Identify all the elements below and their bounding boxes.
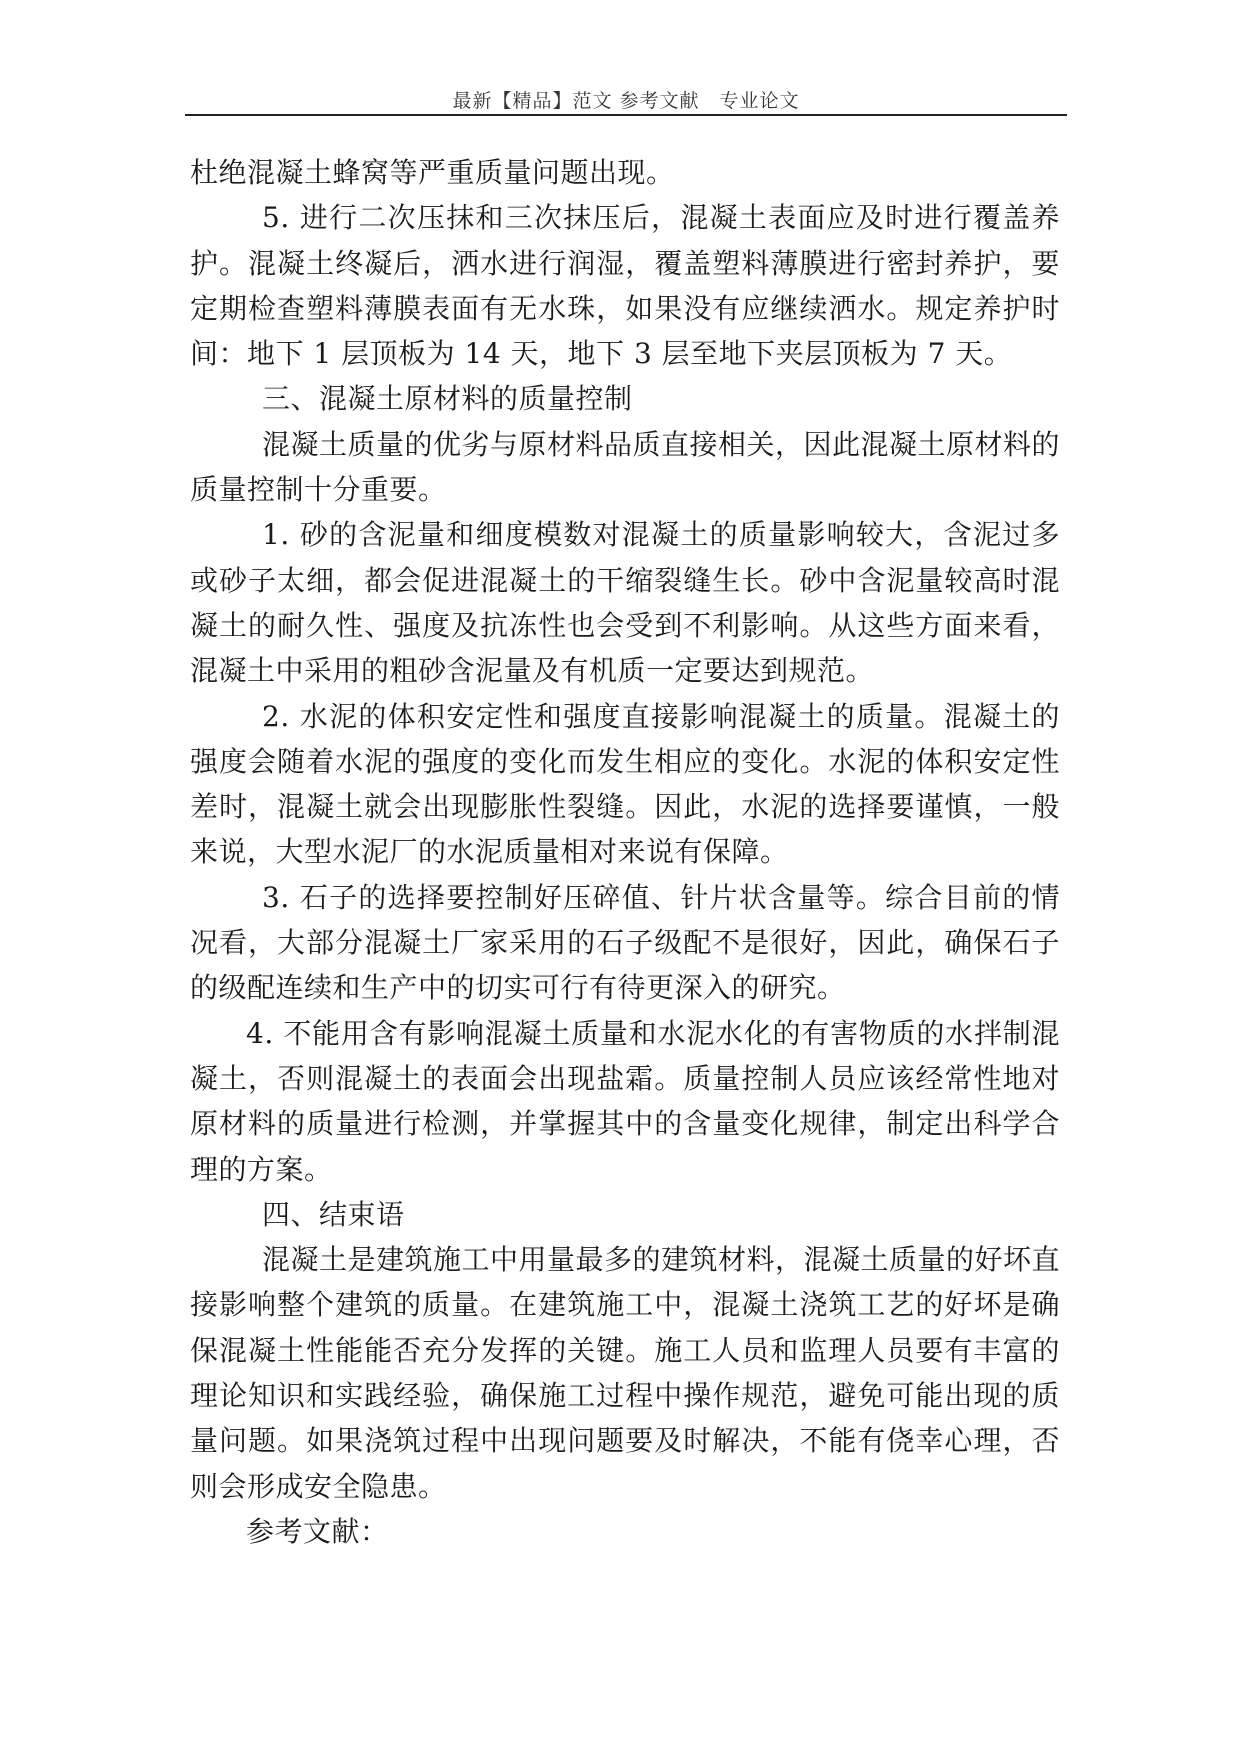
paragraph-item-4-water: 4. 不能用含有影响混凝土质量和水泥水化的有害物质的水拌制混凝土，否则混凝土的表面会出现盐霜。质量控制人员应该经常性地对原材料的质量进行检测，并掌握其中的含量变化规律，制定出科学合理的方案。: [190, 1016, 1060, 1186]
document-body: [190, 150, 1060, 1554]
section-heading-raw-materials: 三、混凝土原材料的质量控制: [262, 382, 633, 416]
header-divider: [185, 114, 1067, 116]
paragraph-continuation: 杜绝混凝土蜂窝等严重质量问题出现。: [190, 156, 675, 189]
paragraph-raw-materials-intro: 混凝土质量的优劣与原材料品质直接相关，因此混凝土原材料的质量控制十分重要。: [190, 427, 1061, 507]
section-heading-conclusion: 四、结束语: [262, 1197, 405, 1231]
page-header: 最新【精品】范文 参考文献 专业论文: [452, 90, 800, 112]
paragraph-item-3-stone: 3. 石子的选择要控制好压碎值、针片状含量等。综合目前的情况看，大部分混凝土厂家采用的石子级配不是很好，因此，确保石子的级配连续和生产中的切实可行有待更深入的研究。: [190, 880, 1060, 1005]
references-heading: 参考文献：: [246, 1514, 389, 1548]
paragraph-item-2-cement: 2. 水泥的体积安定性和强度直接影响混凝土的质量。混凝土的强度会随着水泥的强度的变化而发生相应的变化。水泥的体积安定性差时，混凝土就会出现膨胀性裂缝。因此，水泥的选择要谨慎，一般来说，大型水泥厂的水泥质量相对来说有保障。: [190, 699, 1060, 869]
paragraph-item-1-sand: 1. 砂的含泥量和细度模数对混凝土的质量影响较大，含泥过多或砂子太细，都会促进混凝土的干缩裂缝生长。砂中含泥量较高时混凝土的耐久性、强度及抗冻性也会受到不利影响。从这些方面来看，混凝土中采用的粗砂含泥量及有机质一定要达到规范。: [190, 518, 1060, 688]
paragraph-conclusion: 混凝土是建筑施工中用量最多的建筑材料，混凝土质量的好坏直接影响整个建筑的质量。在建筑施工中，混凝土浇筑工艺的好坏是确保混凝土性能能否充分发挥的关键。施工人员和监理人员要有丰富的理论知识和实践经验，确保施工过程中操作规范，避免可能出现的质量问题。如果浇筑过程中出现问题要及时解决，不能有侥幸心理，否则会形成安全隐患。: [190, 1243, 1061, 1503]
paragraph-item-5-curing: 5. 进行二次压抹和三次抹压后，混凝土表面应及时进行覆盖养护。混凝土终凝后，洒水进行润湿，覆盖塑料薄膜进行密封养护，要定期检查塑料薄膜表面有无水珠，如果没有应继续洒水。规定养护时间：地下 1 层顶板为 14 天，地下 3 层至地下夹层顶板为 7 天。: [190, 201, 1060, 371]
